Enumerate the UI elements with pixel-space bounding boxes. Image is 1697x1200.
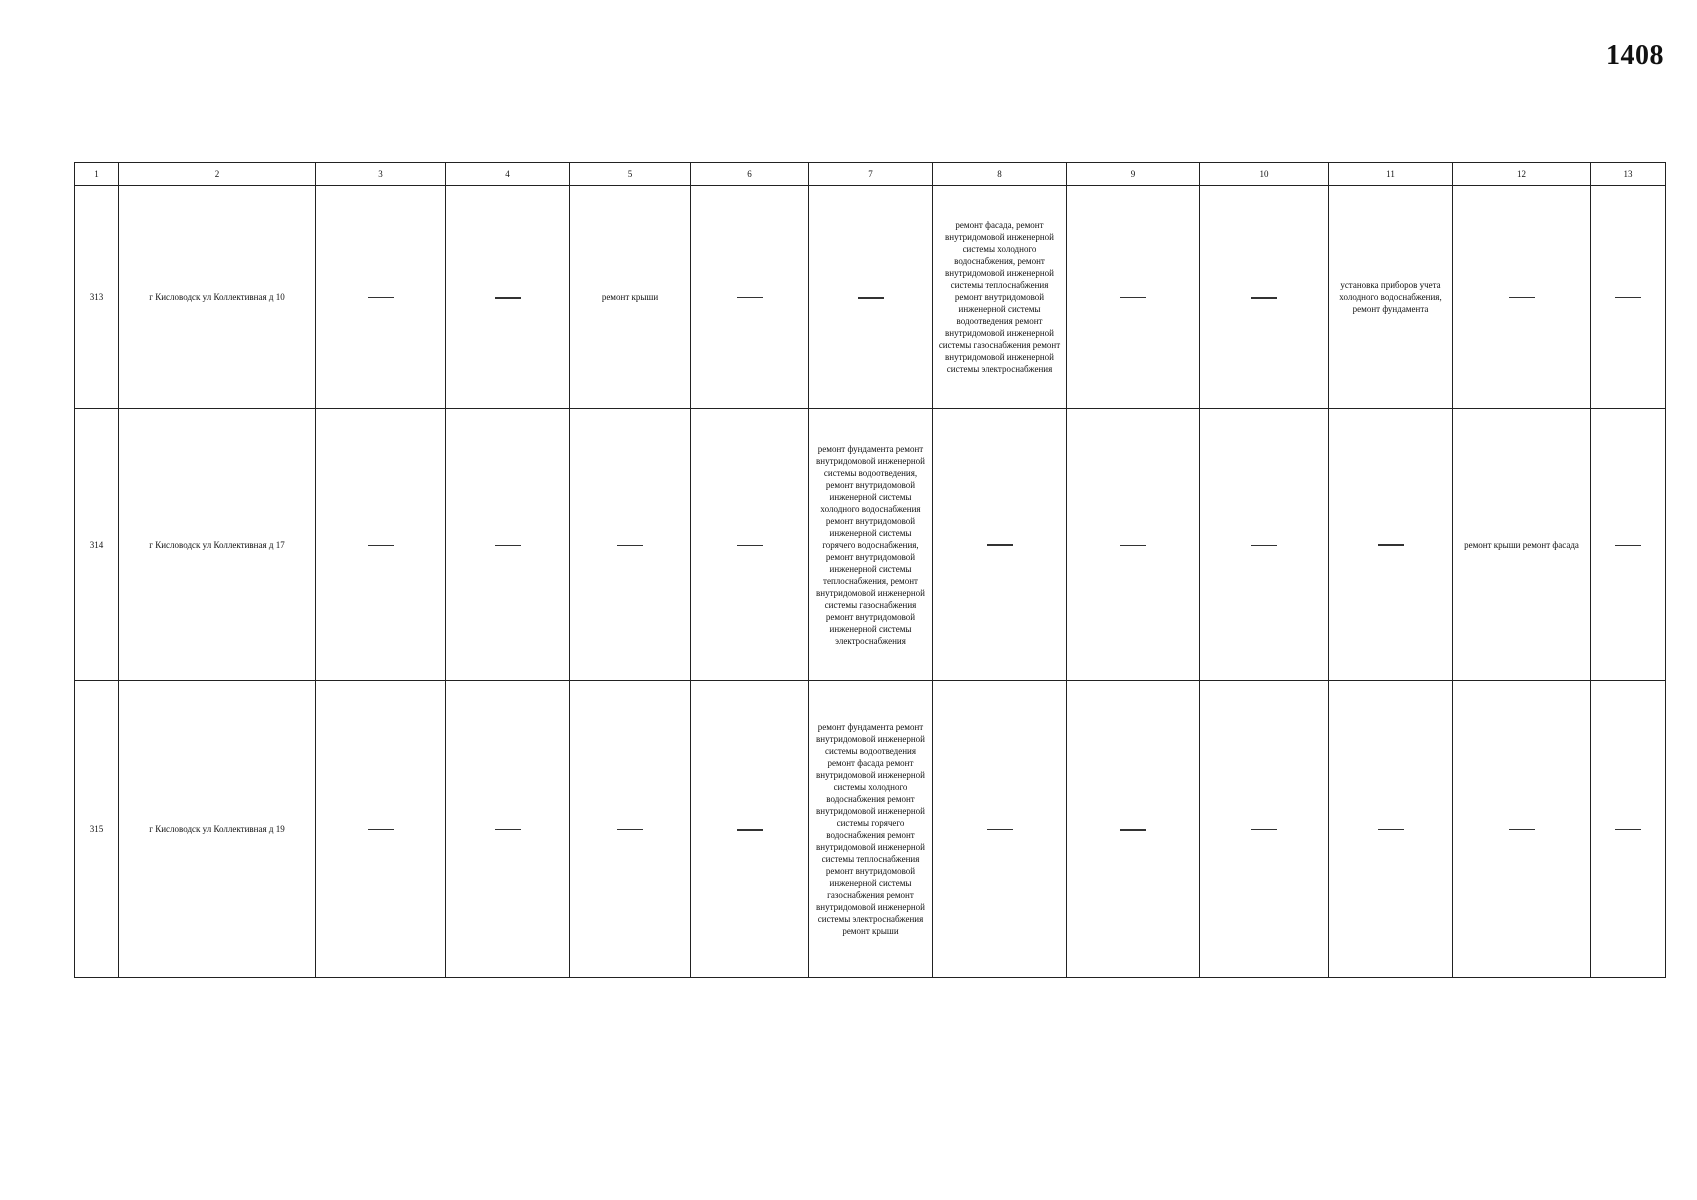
column-header: 10 bbox=[1200, 163, 1329, 186]
empty-cell bbox=[1329, 681, 1453, 978]
dash-mark bbox=[495, 545, 521, 546]
dash-mark bbox=[1251, 297, 1277, 299]
column-header: 2 bbox=[119, 163, 316, 186]
dash-mark bbox=[617, 545, 643, 546]
empty-cell bbox=[446, 409, 570, 681]
empty-cell bbox=[1453, 186, 1591, 409]
dash-mark bbox=[617, 829, 643, 830]
empty-cell bbox=[691, 186, 809, 409]
column-header: 6 bbox=[691, 163, 809, 186]
dash-mark bbox=[737, 545, 763, 546]
empty-cell bbox=[570, 409, 691, 681]
empty-cell bbox=[933, 681, 1067, 978]
dash-mark bbox=[737, 829, 763, 831]
empty-cell bbox=[1591, 409, 1666, 681]
dash-mark bbox=[1378, 544, 1404, 546]
address-cell: г Кисловодск ул Коллективная д 17 bbox=[119, 409, 316, 681]
address-cell: г Кисловодск ул Коллективная д 19 bbox=[119, 681, 316, 978]
row-number: 315 bbox=[75, 681, 119, 978]
dash-mark bbox=[1509, 829, 1535, 830]
empty-cell bbox=[1067, 409, 1200, 681]
dash-mark bbox=[1120, 545, 1146, 546]
work-cell: ремонт фундамента ремонт внутридомовой инженерной системы водоотведения, ремонт внутридомовой инженерной системы холодного водоснабжения ремонт внутридомовой инженерной системы горячего водоснабжения, ремонт внутридомовой инженерной системы теплоснабжения, ремонт внутридомовой инженерной системы газоснабжения ремонт внутридомовой инженерной системы электроснабжения bbox=[809, 409, 933, 681]
column-header: 9 bbox=[1067, 163, 1200, 186]
column-header: 8 bbox=[933, 163, 1067, 186]
repair-program-table bbox=[74, 162, 1666, 978]
dash-mark bbox=[1615, 297, 1641, 298]
column-header: 12 bbox=[1453, 163, 1591, 186]
dash-mark bbox=[737, 297, 763, 298]
empty-cell bbox=[446, 681, 570, 978]
table-row bbox=[75, 409, 1666, 681]
column-header: 13 bbox=[1591, 163, 1666, 186]
dash-mark bbox=[1509, 297, 1535, 298]
table-row bbox=[75, 186, 1666, 409]
column-header: 4 bbox=[446, 163, 570, 186]
empty-cell bbox=[316, 409, 446, 681]
column-header: 5 bbox=[570, 163, 691, 186]
empty-cell bbox=[1067, 681, 1200, 978]
row-number: 313 bbox=[75, 186, 119, 409]
empty-cell bbox=[316, 186, 446, 409]
dash-mark bbox=[987, 829, 1013, 830]
empty-cell bbox=[1067, 186, 1200, 409]
work-cell: ремонт крыши bbox=[570, 186, 691, 409]
empty-cell bbox=[1591, 186, 1666, 409]
dash-mark bbox=[368, 297, 394, 298]
empty-cell bbox=[933, 409, 1067, 681]
dash-mark bbox=[1615, 829, 1641, 830]
dash-mark bbox=[1378, 829, 1404, 830]
column-header: 7 bbox=[809, 163, 933, 186]
row-number: 314 bbox=[75, 409, 119, 681]
dash-mark bbox=[495, 829, 521, 830]
table-row bbox=[75, 681, 1666, 978]
empty-cell bbox=[316, 681, 446, 978]
dash-mark bbox=[1120, 829, 1146, 831]
dash-mark bbox=[987, 544, 1013, 546]
empty-cell bbox=[1591, 681, 1666, 978]
dash-mark bbox=[858, 297, 884, 299]
dash-mark bbox=[495, 297, 521, 299]
empty-cell bbox=[1329, 409, 1453, 681]
empty-cell bbox=[1200, 681, 1329, 978]
dash-mark bbox=[1120, 297, 1146, 298]
column-number-row bbox=[75, 163, 1666, 186]
work-cell: ремонт фасада, ремонт внутридомовой инженерной системы холодного водоснабжения, ремонт внутридомовой инженерной системы теплоснабжения ремонт внутридомовой инженерной системы водоотведения ремонт внутридомовой инженерной системы газоснабжения ремонт внутридомовой инженерной системы электроснабжения bbox=[933, 186, 1067, 409]
work-cell: установка приборов учета холодного водоснабжения, ремонт фундамента bbox=[1329, 186, 1453, 409]
empty-cell bbox=[691, 409, 809, 681]
dash-mark bbox=[1615, 545, 1641, 546]
work-cell: ремонт крыши ремонт фасада bbox=[1453, 409, 1591, 681]
page-number: 1408 bbox=[1606, 40, 1664, 71]
column-header: 1 bbox=[75, 163, 119, 186]
dash-mark bbox=[368, 829, 394, 830]
work-cell: ремонт фундамента ремонт внутридомовой инженерной системы водоотведения ремонт фасада ремонт внутридомовой инженерной системы холодного водоснабжения ремонт внутридомовой инженерной системы горячего водоснабжения ремонт внутридомовой инженерной системы теплоснабжения ремонт внутридомовой инженерной системы газоснабжения ремонт внутридомовой инженерной системы электроснабжения ремонт крыши bbox=[809, 681, 933, 978]
empty-cell bbox=[691, 681, 809, 978]
column-header: 11 bbox=[1329, 163, 1453, 186]
address-cell: г Кисловодск ул Коллективная д 10 bbox=[119, 186, 316, 409]
empty-cell bbox=[1453, 681, 1591, 978]
dash-mark bbox=[1251, 545, 1277, 546]
empty-cell bbox=[446, 186, 570, 409]
dash-mark bbox=[1251, 829, 1277, 830]
column-header: 3 bbox=[316, 163, 446, 186]
empty-cell bbox=[809, 186, 933, 409]
dash-mark bbox=[368, 545, 394, 546]
empty-cell bbox=[1200, 409, 1329, 681]
empty-cell bbox=[1200, 186, 1329, 409]
empty-cell bbox=[570, 681, 691, 978]
